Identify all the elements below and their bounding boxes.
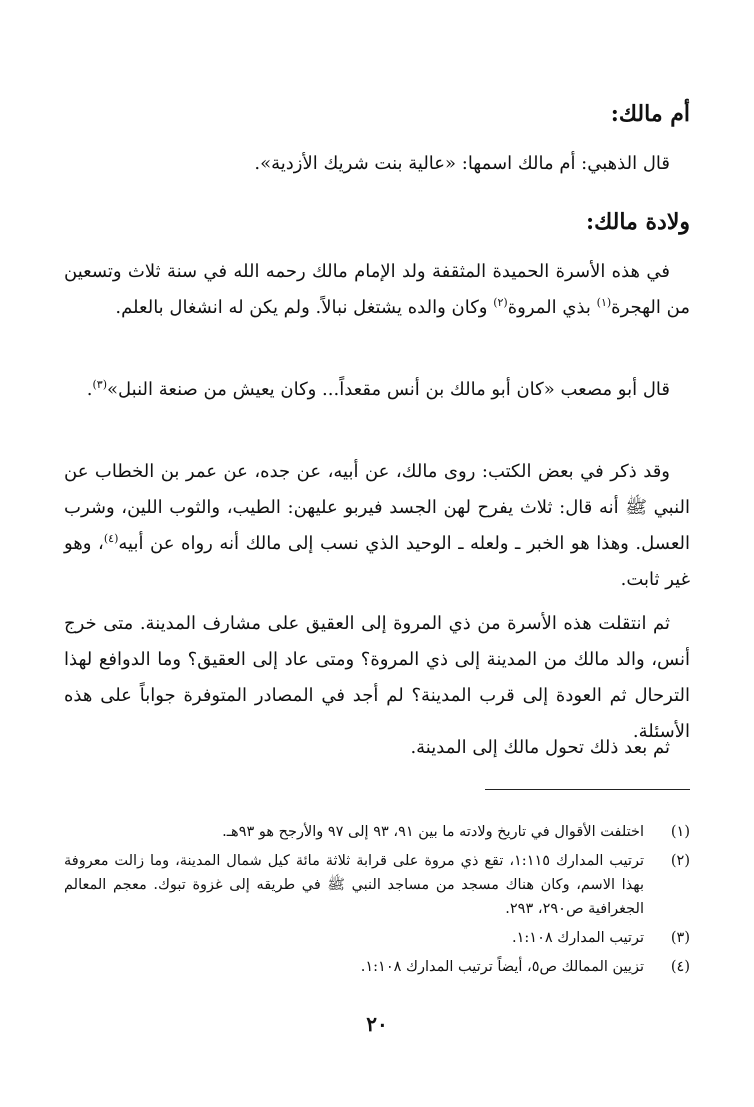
section-heading-mother: أم مالك: <box>610 101 690 127</box>
section-heading-birth: ولادة مالك: <box>585 209 690 235</box>
footnote-number: (٤) <box>670 959 690 975</box>
paragraph-text: في هذه الأسرة الحميدة المثقفة ولد الإمام مالك رحمه الله في سنة ثلاث وتسعين من الهجرة <box>64 261 690 318</box>
paragraph-move-to-madinah <box>64 730 690 766</box>
footnote-ref-3: (٣) <box>92 378 108 391</box>
paragraph-abu-musab <box>64 372 690 408</box>
paragraph-text: ثم بعد ذلك تحول مالك إلى المدينة. <box>410 737 670 758</box>
footnote-number: (١) <box>670 824 690 840</box>
paragraph-text: ثم انتقلت هذه الأسرة من ذي المروة إلى العقيق على مشارف المدينة. متى خرج أنس، والد مالك من المدينة إلى ذي المروة؟ ومتى عاد إلى العقيق؟ وما الدوافع لهذا الترحال ثم العودة إلى قرب المدينة؟ لم أجد في المصادر المتوفرة جواباً على هذه الأسئلة. <box>64 613 690 742</box>
paragraph-migration <box>64 606 690 750</box>
footnote-ref-4: (٤) <box>103 532 119 545</box>
paragraph-text: قال الذهبي: أم مالك اسمها: «عالية بنت شريك الأزدية». <box>254 153 670 174</box>
footnote-item <box>64 820 690 844</box>
footnote-item <box>64 849 690 921</box>
paragraph-text: ، وهو غير ثابت. <box>64 533 690 590</box>
paragraph-text: بذي المروة <box>507 297 597 318</box>
footnote-ref-1: (١) <box>596 296 612 309</box>
footnote-text: ترتيب المدارك ١:١١٥، تقع ذي مروة على قرابة ثلاثة مائة كيل شمال المدينة، وما زالت معروفة بهذا الاسم، وكان هناك مسجد من مساجد النبي ﷺ في طريقه إلى غزوة تبوك. معجم المعالم الجغرافية ص٢٩٠، ٢٩٣. <box>64 853 644 917</box>
footnote-number: (٣) <box>670 930 690 946</box>
footnote-text: تزيين الممالك ص٥، أيضاً ترتيب المدارك ١:١٠٨. <box>360 959 644 975</box>
footnote-item <box>64 955 690 979</box>
paragraph-text: قال أبو مصعب «كان أبو مالك بن أنس مقعداً... وكان يعيش من صنعة النبل» <box>107 379 670 400</box>
footnote-number: (٢) <box>670 853 690 869</box>
paragraph-birth <box>64 254 690 326</box>
paragraph-mother-name <box>64 146 690 182</box>
footnote-text: اختلفت الأقوال في تاريخ ولادته ما بين ٩١، ٩٣ إلى ٩٧ والأرجح هو ٩٣هـ. <box>222 824 644 840</box>
footnote-divider <box>485 789 690 790</box>
footnote-item <box>64 926 690 950</box>
paragraph-text: وقد ذكر في بعض الكتب: روى مالك، عن أبيه، عن جده، عن عمر بن الخطاب عن النبي ﷺ أنه قال: ثلاث يفرح لهن الجسد فيربو عليهن: الطيب، والثوب اللين، وشرب العسل. وهذا هو الخبر ـ ولعله ـ الوحيد الذي نسب إلى مالك أنه رواه عن أبيه <box>64 461 691 554</box>
page-number: ٢٠ <box>366 1012 388 1036</box>
paragraph-hadith <box>64 454 690 598</box>
paragraph-text: . <box>86 379 93 400</box>
footnote-text: ترتيب المدارك ١:١٠٨. <box>512 930 644 946</box>
footnotes-list <box>64 820 690 984</box>
footnote-ref-2: (٢) <box>493 296 508 309</box>
paragraph-text: وكان والده يشتغل نبالاً. ولم يكن له انشغال بالعلم. <box>115 297 494 318</box>
